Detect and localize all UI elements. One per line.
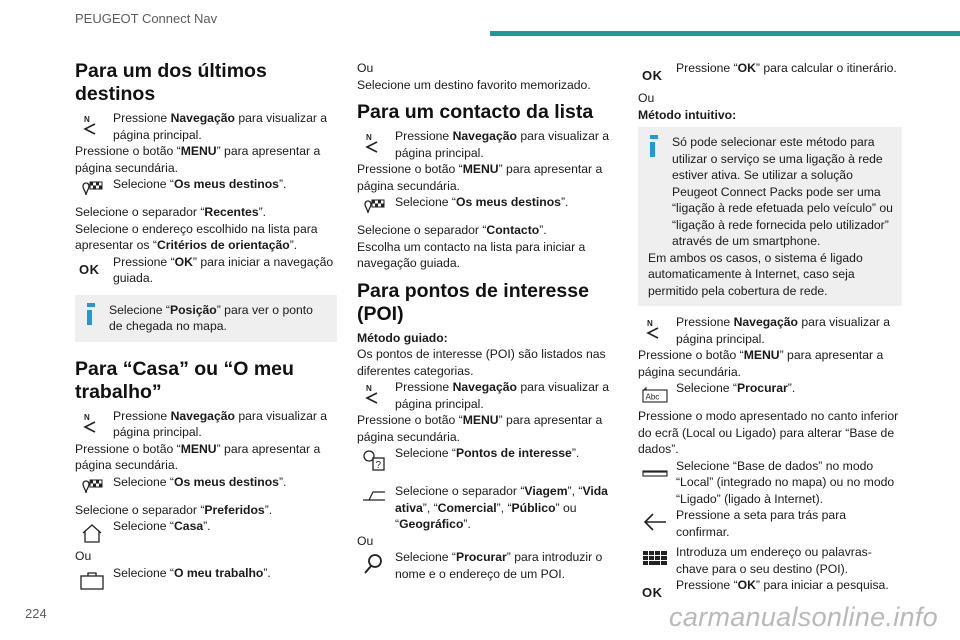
step-ok-calcular: OK Pressione “OK” para calcular o itinerário. <box>638 60 902 90</box>
column-2: Ou Selecione um destino favorito memorizado. Para um contacto da lista N Pressione Navegação para visualizar a página principal. Pressione o botão “MENU” para apresentar a página secundária. Selecione “Os meus destinos”. Selecione o separador “Contacto”. Escolha um contacto na lista para iniciar a navegação guiada. Para pontos de interesse (POI) Método guiado: Os pontos de interesse (POI) são listados nas diferentes categorias. N Pressione Navegação para visualizar a página principal. Pressione o botão “MENU” para apresentar a página secundária. ? Selecione “Pontos de interesse”. Selecione o separador “Viagem”, “Vida ativa”, “Comercial”, “Público” ou “Geográfico”. Ou Selecione “Procurar” para introduzir o nome e o endereço de um POI. <box>357 60 619 582</box>
step-procurar: Selecione “Procurar” para introduzir o nome e o endereço de um POI. <box>357 549 619 582</box>
step-navegacao: N Pressione Navegação para visualizar a página principal. <box>75 110 337 143</box>
destination-flag-icon <box>361 198 387 220</box>
page-number: 224 <box>25 606 47 621</box>
info-note-network: Só pode selecionar este método para utilizar o serviço se uma ligação à rede estiver ativa. Se utilizar a solução Peugeot Connect Packs pode ser uma “ligação à rede efetuada pelo veículo” ou “ligação à rede fornecida pelo utilizador” através de um smartphone. Em ambos os casos, o sistema é ligado automaticamente à Internet, caso seja permitido pela cobertura de rede. <box>638 127 902 306</box>
tab-bar-icon <box>361 487 387 509</box>
svg-text:N: N <box>647 319 653 328</box>
step-os-meus-destinos: Selecione “Os meus destinos”. <box>75 176 337 196</box>
info-note: Selecione “Posição” para ver o ponto de chegada no mapa. <box>75 295 337 342</box>
step-navegacao-4: N Pressione Navegação para visualizar a página principal. <box>357 379 619 412</box>
svg-text:N: N <box>366 133 372 142</box>
step-navegacao-2: N Pressione Navegação para visualizar a página principal. <box>75 408 337 441</box>
svg-text:?: ? <box>375 460 382 471</box>
navigation-arrow-icon <box>642 318 668 340</box>
navigation-arrow-icon <box>361 383 387 405</box>
column-1: Para um dos últimos destinos N Pressione Navegação para visualizar a página principal. Pressione o botão “MENU” para apresentar a página secundária. Selecione “Os meus destinos”. Selecione o separador “Recentes”. Selecione o endereço escolhido na lista para apresentar os “Critérios de orientação”. OK Pressione “OK” para iniciar a navegação guiada. Selecione “Posição” para ver o ponto de chegada no mapa. Para “Casa” ou “O meu trabalho” N Pressione Navegação para visualizar a página principal. Pressione o botão “MENU” para apresentar a página secundária. Selecione “Os meus destinos”. Selecione o separador “Preferidos”. Selecione “Casa”. Ou Selecione “O meu trabalho”. <box>75 60 337 595</box>
header-accent-bar <box>490 31 960 36</box>
destination-flag-icon <box>79 180 105 202</box>
navigation-arrow-icon <box>79 114 105 136</box>
ok-icon: OK <box>79 261 100 277</box>
destination-flag-icon <box>79 478 105 500</box>
step-os-meus-destinos-2: Selecione “Os meus destinos”. <box>75 474 337 494</box>
step-casa: Selecione “Casa”. <box>75 518 337 548</box>
step-introduza-endereco: Introduza um endereço ou palavras-chave para o seu destino (POI). <box>638 544 902 577</box>
home-icon <box>79 522 105 544</box>
step-ok: OK Pressione “OK” para iniciar a navegação guiada. <box>79 254 334 285</box>
heading-poi: Para pontos de interesse (POI) <box>357 279 589 325</box>
step-trabalho: Selecione “O meu trabalho”. <box>75 565 337 595</box>
heading-contacto: Para um contacto da lista <box>357 101 594 123</box>
ok-icon: OK <box>642 585 663 600</box>
running-header: PEUGEOT Connect Nav <box>75 11 218 26</box>
keyboard-abc-icon <box>642 384 668 406</box>
step-navegacao-3: N Pressione Navegação para visualizar a página principal. <box>357 128 619 161</box>
step-procurar-2: Abc Selecione “Procurar”. <box>638 380 902 400</box>
heading-ultimos-destinos: Para um dos últimos destinos <box>75 60 267 105</box>
step-ok-pesquisa: OK Pressione “OK” para iniciar a pesquisa. <box>638 577 902 607</box>
svg-text:N: N <box>84 115 90 124</box>
svg-text:N: N <box>84 412 90 422</box>
step-separador-poi: Selecione o separador “Viagem”, “Vida ativa”, “Comercial”, “Público” ou “Geográfico”. <box>357 483 619 533</box>
poi-icon <box>361 449 387 471</box>
back-arrow-icon <box>642 511 668 533</box>
heading-casa-trabalho: Para “Casa” ou “O meu trabalho” <box>75 357 294 403</box>
svg-text:N: N <box>366 384 372 393</box>
step-os-meus-destinos-3: Selecione “Os meus destinos”. <box>357 194 619 214</box>
step-seta-tras: Pressione a seta para trás para confirmar. <box>638 507 902 540</box>
watermark: carmanualsonline.info <box>669 602 938 632</box>
mode-toggle-icon <box>642 462 668 484</box>
briefcase-icon <box>79 569 105 591</box>
navigation-arrow-icon <box>361 132 387 154</box>
search-icon <box>361 553 387 575</box>
info-icon <box>87 303 96 325</box>
svg-text:Abc: Abc <box>645 392 660 402</box>
step-pontos-de-interesse: ? Selecione “Pontos de interesse”. <box>357 445 619 475</box>
info-icon <box>650 135 659 157</box>
column-3: OK Pressione “OK” para calcular o itinerário. Ou Método intuitivo: Só pode selecionar este método para utilizar o serviço se uma ligação à rede estiver ativa. Se utilizar a solução Peugeot Connect Packs pode ser uma “ligação à rede efetuada pelo veículo” ou “ligação à rede fornecida pelo utilizador” através de um smartphone. Em ambos os casos, o sistema é ligado automaticamente à Internet, caso seja permitido pela cobertura de rede. N Pressione Navegação para visualizar a página principal. Pressione o botão “MENU” para apresentar a página secundária. Abc Selecione “Procurar”. Pressione o modo apresentado no canto inferior do ecrã (Local ou Ligado) para alterar “Base de dados”. Selecione “Base de dados” no modo “Local” (integrado no mapa) ou no modo “Ligado” (ligado à Internet). Pressione a seta para trás para confirmar. Introduza um endereço ou palavras-chave para o seu destino (POI). OK Pressione “OK” para iniciar a pesquisa. <box>638 60 902 607</box>
navigation-arrow-icon <box>79 412 105 434</box>
keyboard-icon <box>642 548 668 570</box>
ok-icon: OK <box>642 68 663 83</box>
step-base-de-dados: Selecione “Base de dados” no modo “Local” (integrado no mapa) ou no modo “Ligado” (ligado à Internet). <box>638 458 902 508</box>
step-navegacao-5: N Pressione Navegação para visualizar a página principal. <box>638 314 902 347</box>
